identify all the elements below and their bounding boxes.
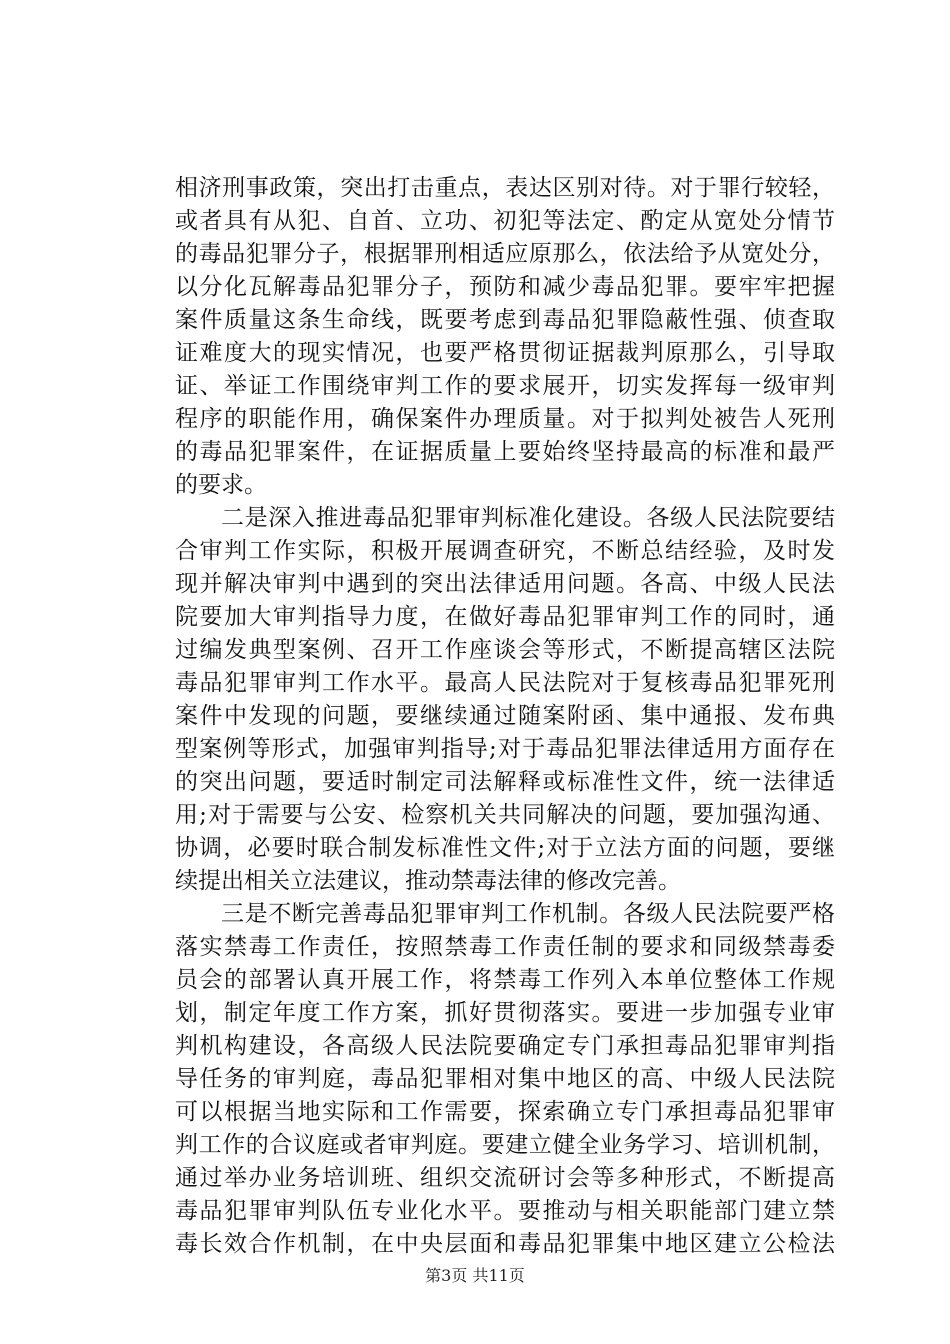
text-line: 相济刑事政策，突出打击重点，表达区别对待。对于罪行较轻， [175,175,835,201]
text-line: 毒长效合作机制，在中央层面和毒品犯罪集中地区建立公检法 [175,1231,835,1257]
text-line: 判工作的合议庭或者审判庭。要建立健全业务学习、培训机制， [175,1132,835,1158]
text-line: 用;对于需要与公安、检察机关共同解决的问题，要加强沟通、 [175,802,835,828]
page-number-footer: 第3页 共11页 [425,1266,525,1285]
text-line: 毒品犯罪审判工作水平。最高人民法院对于复核毒品犯罪死刑 [175,670,835,696]
text-line: 的要求。 [175,472,267,498]
paragraph-start-line: 三是不断完善毒品犯罪审判工作机制。各级人民法院要严格 [221,901,835,927]
text-line: 证、举证工作围绕审判工作的要求展开，切实发挥每一级审判 [175,373,835,399]
text-line: 或者具有从犯、自首、立功、初犯等法定、酌定从宽处分情节 [175,208,835,234]
text-line: 协调，必要时联合制发标准性文件;对于立法方面的问题，要继 [175,835,835,861]
text-line: 型案例等形式，加强审判指导;对于毒品犯罪法律适用方面存在 [175,736,835,762]
text-line: 的毒品犯罪案件，在证据质量上要始终坚持最高的标准和最严 [175,439,835,465]
text-line: 院要加大审判指导力度，在做好毒品犯罪审判工作的同时，通 [175,604,835,630]
text-line: 可以根据当地实际和工作需要，探索确立专门承担毒品犯罪审 [175,1099,835,1125]
text-line: 判机构建设，各高级人民法院要确定专门承担毒品犯罪审判指 [175,1033,835,1059]
paragraph-start-line: 二是深入推进毒品犯罪审判标准化建设。各级人民法院要结 [221,505,835,531]
text-line: 合审判工作实际，积极开展调查研究，不断总结经验，及时发 [175,538,835,564]
text-line: 落实禁毒工作责任，按照禁毒工作责任制的要求和同级禁毒委 [175,934,835,960]
text-line: 的突出问题，要适时制定司法解释或标准性文件，统一法律适 [175,769,835,795]
text-line: 划，制定年度工作方案，抓好贯彻落实。要进一步加强专业审 [175,1000,835,1026]
text-line: 案件中发现的问题，要继续通过随案附函、集中通报、发布典 [175,703,835,729]
text-line: 程序的职能作用，确保案件办理质量。对于拟判处被告人死刑 [175,406,835,432]
text-line: 毒品犯罪审判队伍专业化水平。要推动与相关职能部门建立禁 [175,1198,835,1224]
text-line: 案件质量这条生命线，既要考虑到毒品犯罪隐蔽性强、侦查取 [175,307,835,333]
text-line: 过编发典型案例、召开工作座谈会等形式，不断提高辖区法院 [175,637,835,663]
text-line: 证难度大的现实情况，也要严格贯彻证据裁判原那么，引导取 [175,340,835,366]
text-line: 续提出相关立法建议，推动禁毒法律的修改完善。 [175,868,681,894]
text-line: 员会的部署认真开展工作，将禁毒工作列入本单位整体工作规 [175,967,835,993]
text-line: 通过举办业务培训班、组织交流研讨会等多种形式，不断提高 [175,1165,835,1191]
text-line: 导任务的审判庭，毒品犯罪相对集中地区的高、中级人民法院 [175,1066,835,1092]
text-line: 的毒品犯罪分子，根据罪刑相适应原那么，依法给予从宽处分， [175,241,835,267]
text-line: 以分化瓦解毒品犯罪分子，预防和减少毒品犯罪。要牢牢把握 [175,274,835,300]
text-line: 现并解决审判中遇到的突出法律适用问题。各高、中级人民法 [175,571,835,597]
